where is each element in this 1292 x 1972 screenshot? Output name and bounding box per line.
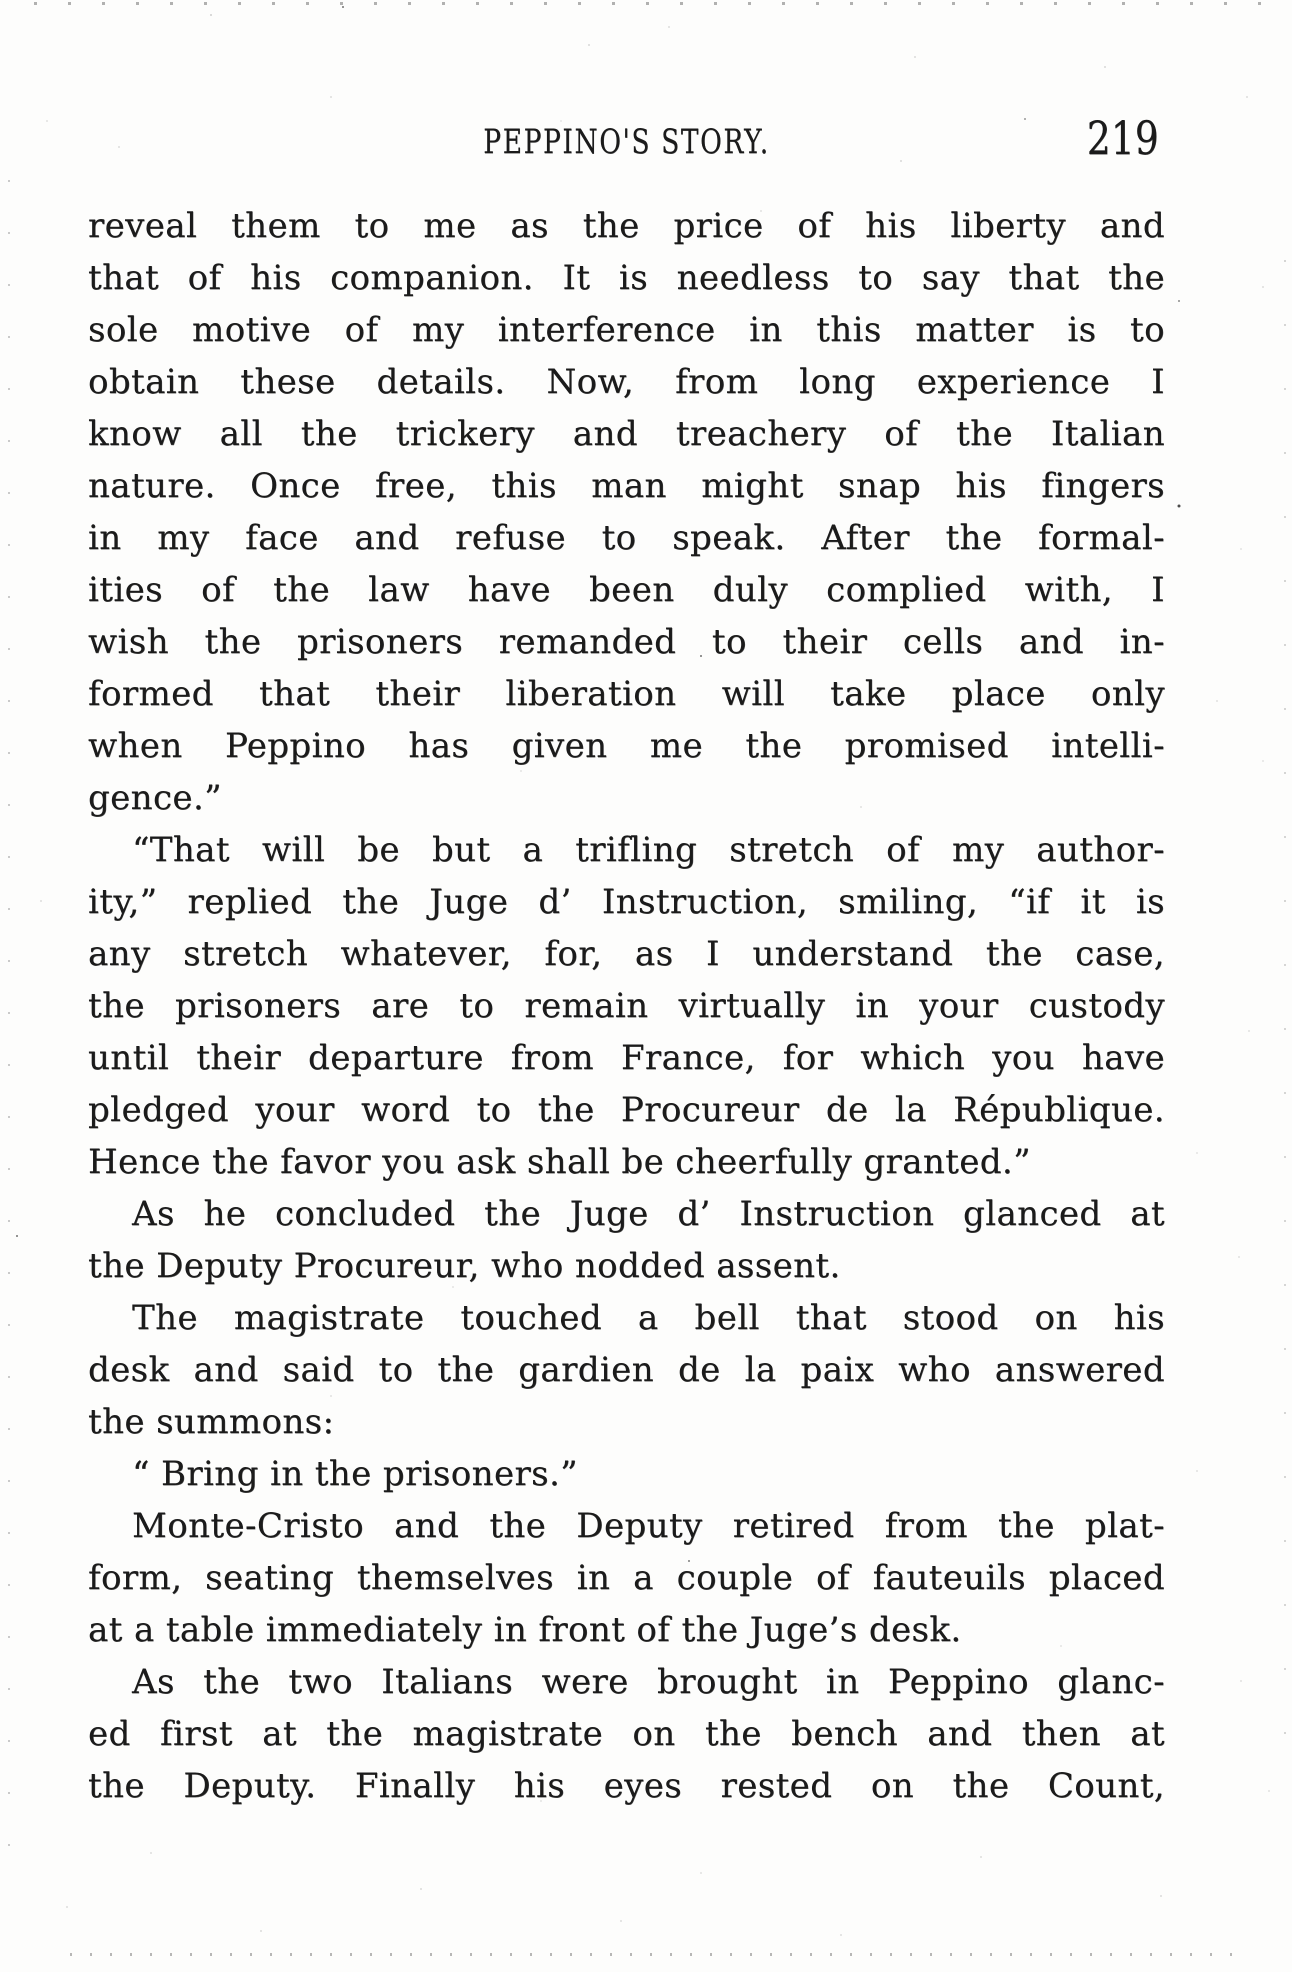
text-line: until their departure from France, for which you have: [88, 1038, 1165, 1078]
text-line: ities of the law have been duly complied with, I: [88, 570, 1165, 610]
text-line: form, seating themselves in a couple of fauteuils placed: [88, 1558, 1165, 1598]
text-line: when Peppino has given me the promised intelli-: [88, 726, 1165, 766]
text-line: “That will be but a trifling stretch of my author-: [132, 830, 1165, 870]
paragraph: [88, 1656, 1165, 1812]
paragraph: [88, 824, 1165, 1188]
scan-edge-right: [1284, 260, 1286, 1772]
running-title: PEPPINO'S STORY.: [483, 122, 770, 162]
paragraph: [88, 1292, 1165, 1448]
scan-edge-top: [34, 2, 1266, 5]
text-line: at a table immediately in front of the Juge’s desk.: [88, 1610, 962, 1650]
text-line: that of his companion. It is needless to say that the: [88, 258, 1165, 298]
scan-noise: [0, 0, 2, 2]
text-line: nature. Once free, this man might snap his fingers: [88, 466, 1165, 506]
text-line: ity,” replied the Juge d’ Instruction, smiling, “if it is: [88, 882, 1165, 922]
text-line: the Deputy. Finally his eyes rested on the Count,: [88, 1766, 1165, 1806]
text-line: formed that their liberation will take place only: [88, 674, 1165, 714]
text-line: As he concluded the Juge d’ Instruction glanced at: [132, 1194, 1165, 1234]
page-number: 219: [1086, 111, 1159, 165]
scan-edge-left: [8, 180, 10, 1852]
paragraph: [88, 1188, 1165, 1292]
text-line: the summons:: [88, 1402, 335, 1442]
text-line: The magistrate touched a bell that stood on his: [132, 1298, 1165, 1338]
text-line: obtain these details. Now, from long experience I: [88, 362, 1165, 402]
paragraph: [88, 1448, 1165, 1500]
text-line: wish the prisoners remanded to their cells and in-: [88, 622, 1165, 662]
text-line: any stretch whatever, for, as I understand the case,: [88, 934, 1165, 974]
text-line: desk and said to the gardien de la paix who answered: [88, 1350, 1165, 1390]
text-line: ed first at the magistrate on the bench and then at: [88, 1714, 1165, 1754]
text-line: in my face and refuse to speak. After the formal-: [88, 518, 1165, 558]
paragraph: [88, 1500, 1165, 1656]
text-line: As the two Italians were brought in Peppino glanc-: [132, 1662, 1165, 1702]
text-line: gence.”: [88, 778, 222, 818]
text-line: “ Bring in the prisoners.”: [132, 1454, 578, 1494]
paragraph: [88, 200, 1165, 824]
text-line: sole motive of my interference in this matter is to: [88, 310, 1165, 350]
text-line: Hence the favor you ask shall be cheerfully granted.”: [88, 1142, 1031, 1182]
text-line: pledged your word to the Procureur de la République.: [88, 1090, 1165, 1130]
page-header: [88, 111, 1165, 174]
text-line: the prisoners are to remain virtually in your custody: [88, 986, 1165, 1026]
text-line: know all the trickery and treachery of the Italian: [88, 414, 1165, 454]
text-line: Monte-Cristo and the Deputy retired from the plat-: [132, 1506, 1165, 1546]
body-text: [88, 200, 1165, 1812]
text-line: reveal them to me as the price of his liberty and: [88, 206, 1165, 246]
text-line: the Deputy Procureur, who nodded assent.: [88, 1246, 841, 1286]
scan-edge-bottom: [70, 1953, 1242, 1956]
